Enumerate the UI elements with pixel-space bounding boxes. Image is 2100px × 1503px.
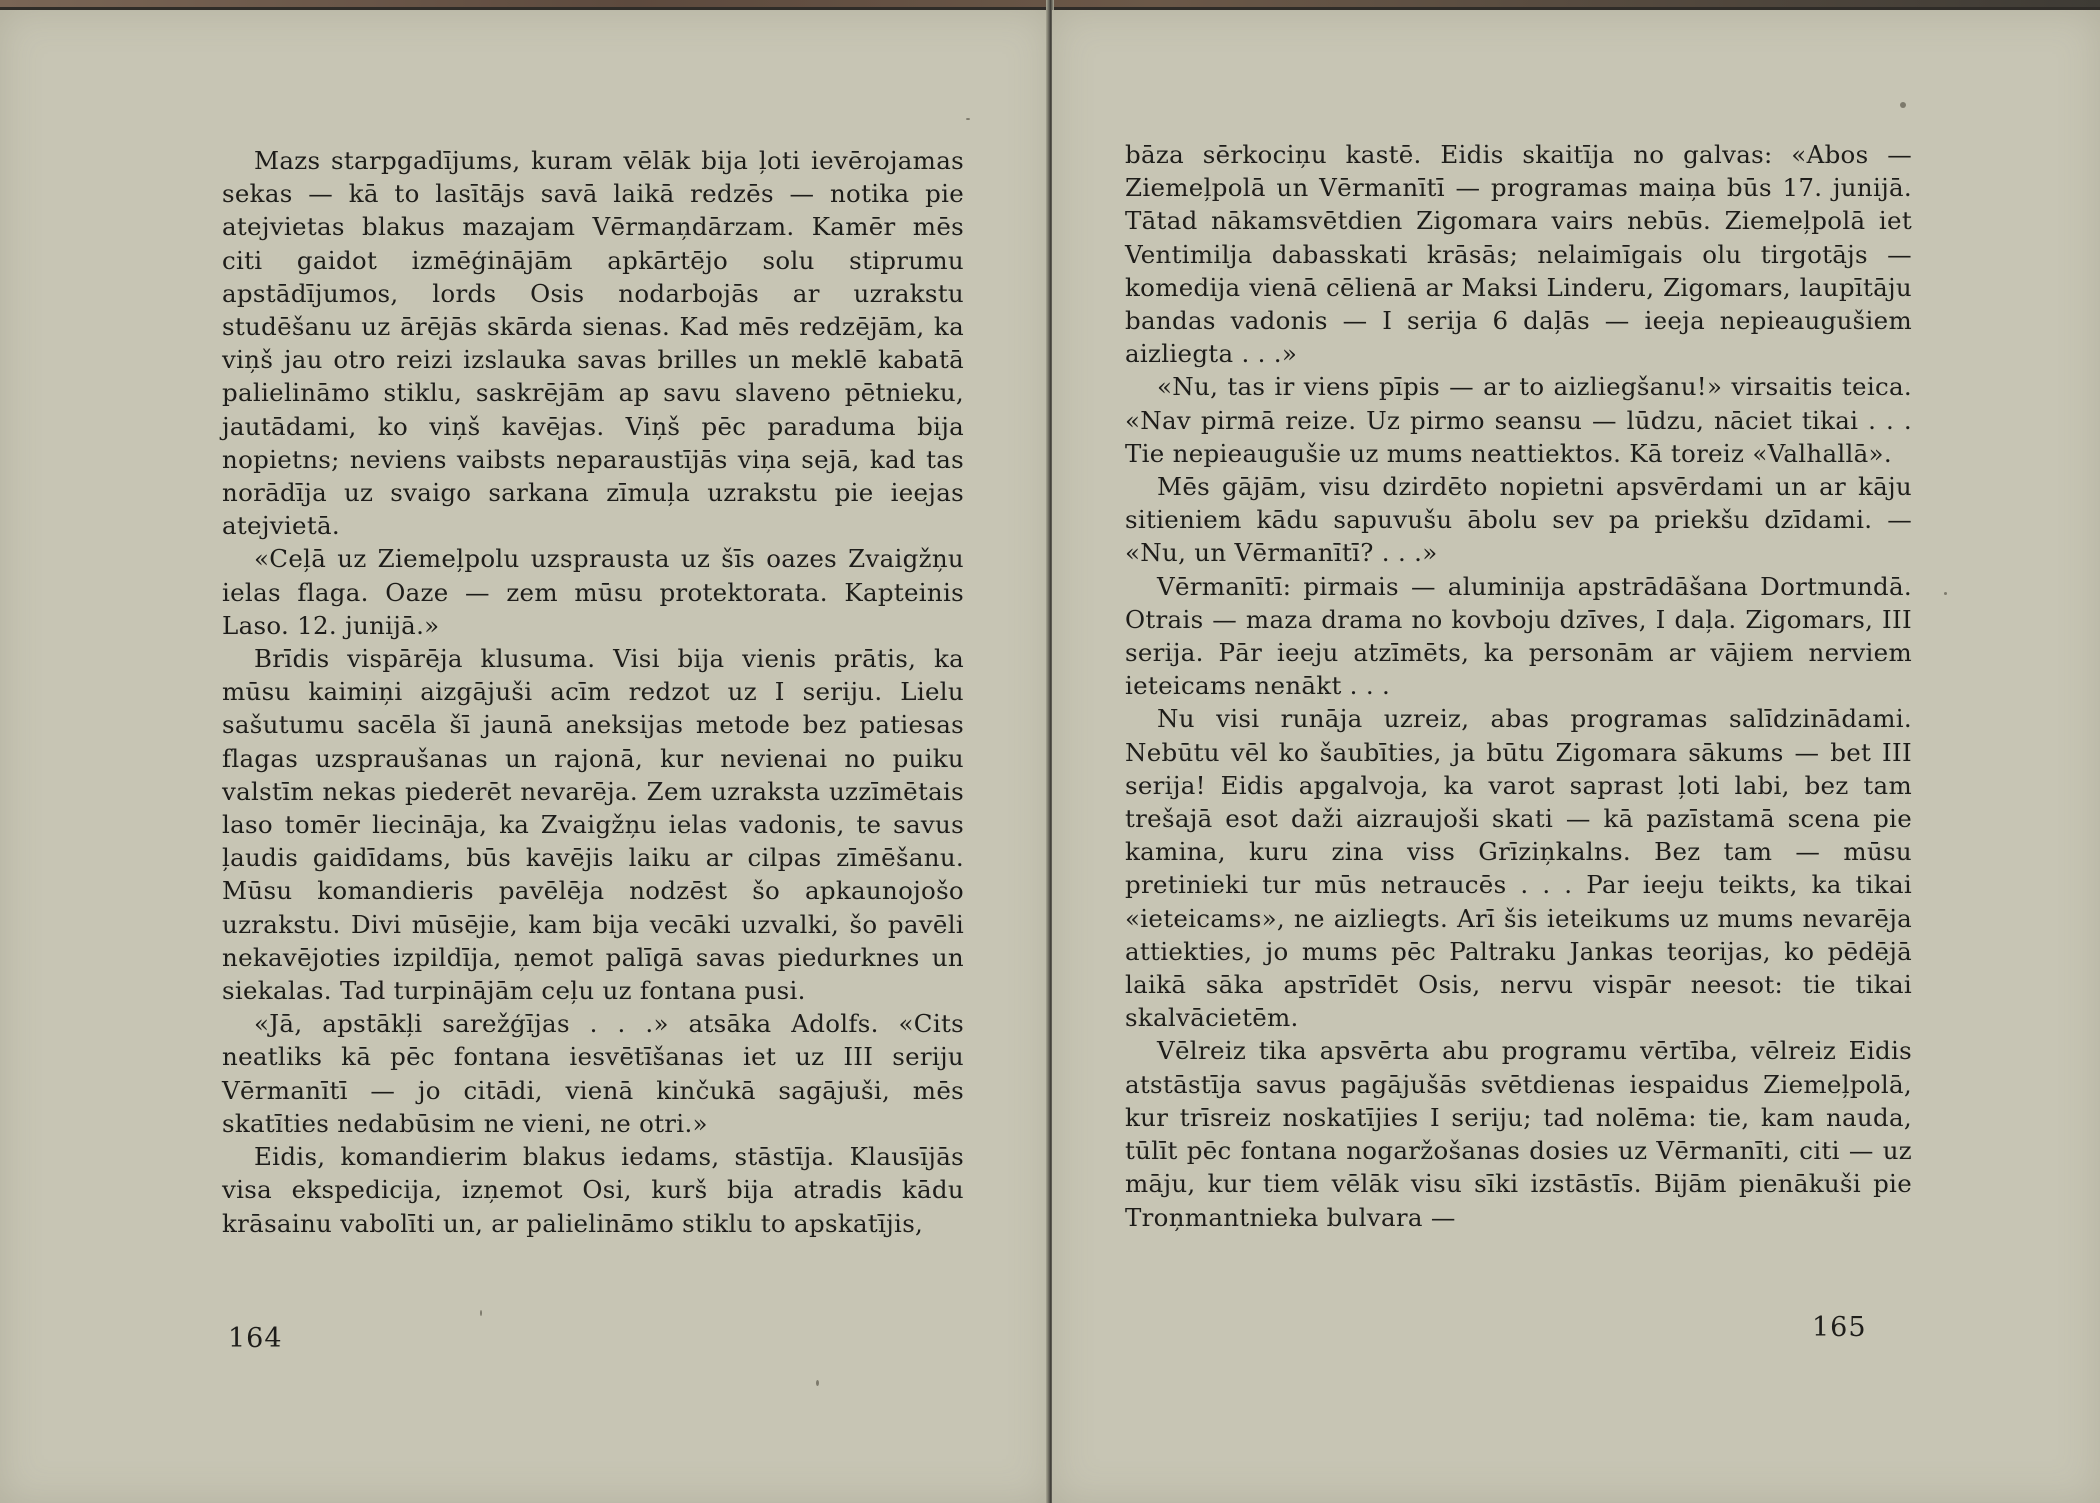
right-page — [1052, 10, 2100, 1503]
paper-speck — [966, 118, 970, 120]
paragraph: Eidis, komandierim blakus iedams, stāstīja. Klausījās visa ekspedicija, izņemot Osi, kurš bija atradis kādu krāsainu vabolīti un, ar palielināmo stiklu to apskatījis, — [222, 1142, 964, 1238]
paragraph: Vēlreiz tika apsvērta abu programu vērtība, vēlreiz Eidis atstāstīja savus pagājušās svētdienas iespaidus Ziemeļpolā, kur trīsreiz noskatījies I seriju; tad nolēma: tie, kam nauda, tūlīt pēc fontana nogaržošanas dosies uz Vērmanīti, citi — uz māju, kur tiem vēlāk visu sīki izstāstīs. Bijām pienākuši pie Troņmantnieka bulvara — — [1125, 1036, 1912, 1232]
paragraph: «Jā, apstākļi sarežģījas . . .» atsāka Adolfs. «Cits neatliks kā pēc fontana iesvētīšanas iet uz III seriju Vērmanītī — jo citādi, vienā kinčukā sagājuši, mēs skatīties nedabūsim ne vieni, ne otri.» — [222, 1009, 964, 1138]
paragraph: «Ceļā uz Ziemeļpolu uzsprausta uz šīs oazes Zvaigžņu ielas flaga. Oaze — zem mūsu protektorata. Kapteinis Laso. 12. junijā.» — [222, 544, 964, 640]
left-page — [0, 10, 1050, 1503]
paragraph: Mazs starpgadījums, kuram vēlāk bija ļoti ievērojamas sekas — kā to lasītājs savā laikā redzēs — notika pie atejvietas blakus mazajam Vērmaņdārzam. Kamēr mēs citi gaidot izmēģinājām apkārtējo solu stiprumu apstādījumos, lords Osis nodarbojās ar uzrakstu studēšanu uz ārējās skārda sienas. Kad mēs redzējām, ka viņš jau otro reizi izslauka savas brilles un meklē kabatā palielināmo stiklu, saskrējām ap savu slaveno pētnieku, jautādami, ko viņš kavējas. Viņš pēc paraduma bija nopietns; neviens vaibsts neparaustījās viņa sejā, kad tas norādīja uz svaigo sarkana zīmuļa uzrakstu pie ieejas atejvietā. — [222, 146, 964, 541]
paper-speck — [1944, 592, 1947, 595]
paragraph: Vērmanītī: pirmais — aluminija apstrādāšana Dortmundā. Otrais — maza drama no kovboju dzīves, I daļa. Zigomars, III serija. Pār ieeju atzīmēts, ka personām ar vājiem nerviem ieteicams nenākt . . . — [1125, 571, 1912, 701]
paper-speck — [816, 1380, 819, 1386]
right-page-text — [1125, 138, 1912, 1234]
paper-speck — [480, 1310, 482, 1316]
left-page-text — [222, 144, 964, 1240]
page-number: 165 — [1812, 1312, 1867, 1343]
page-number: 164 — [228, 1323, 283, 1354]
paragraph: bāza sērkociņu kastē. Eidis skaitīja no galvas: «Abos — Ziemeļpolā un Vērmanītī — programas maiņa būs 17. junijā. Tātad nākamsvētdien Zigomara vairs nebūs. Ziemeļpolā iet Ventimilja dabasskati krāsās; nelaimīgais olu tirgotājs — komedija vienā cēlienā ar Maksi Linderu, Zigomars, laupītāju bandas vadonis — I serija 6 daļās — ieeja nepieaugušiem aizliegta . . .» — [1125, 140, 1912, 369]
paragraph: «Nu, tas ir viens pīpis — ar to aizliegšanu!» virsaitis teica. «Nav pirmā reize. Uz pirmo seansu — lūdzu, nāciet tikai . . . Tie nepieaugušie uz mums neattiektos. Kā toreiz «Valhallā». — [1125, 372, 1912, 468]
paragraph: Brīdis vispārēja klusuma. Visi bija vienis prātis, ka mūsu kaimiņi aizgājuši acīm redzot uz I seriju. Lielu sašutumu sacēla šī jaunā aneksijas metode bez patiesas flagas uzspraušanas un rajonā, kur nevienai no puiku valstīm nekas piederēt nevarēja. Zem uzraksta uzzīmētais laso tomēr liecināja, ka Zvaigžņu ielas vadonis, te savus ļaudis gaidīdams, būs kavējis laiku ar cilpas zīmēšanu. Mūsu komandieris pavēlēja nodzēst šo apkaunojošo uzrakstu. Divi mūsējie, kam bija vecāki uzvalki, šo pavēli nekavējoties izpildīja, ņemot palīgā savas piedurknes un siekalas. Tad turpinājām ceļu uz fontana pusi. — [222, 644, 964, 1006]
paragraph: Mēs gājām, visu dzirdēto nopietni apsvērdami un ar kāju sitieniem kādu sapuvušu ābolu sev pa priekšu dzīdami. — «Nu, un Vērmanītī? . . .» — [1125, 472, 1912, 568]
paragraph: Nu visi runāja uzreiz, abas programas salīdzinādami. Nebūtu vēl ko šaubīties, ja būtu Zigomara sākums — bet III serija! Eidis apgalvoja, ka varot saprast ļoti labi, bez tam trešajā esot daži aizraujoši skati — kā pazīstamā scena pie kamina, kuru zina viss Grīziņkalns. Bez tam — mūsu pretinieki tur mūs netraucēs . . . Par ieeju teikts, ka tikai «ieteicams», ne aizliegts. Arī šis ieteikums uz mums nevarēja attiekties, jo mums pēc Paltraku Jankas teorijas, ko pēdējā laikā sāka apstrīdēt Osis, nervu vispār neesot: tie tikai skalvācietēm. — [1125, 704, 1912, 1033]
paper-speck — [1900, 102, 1906, 108]
